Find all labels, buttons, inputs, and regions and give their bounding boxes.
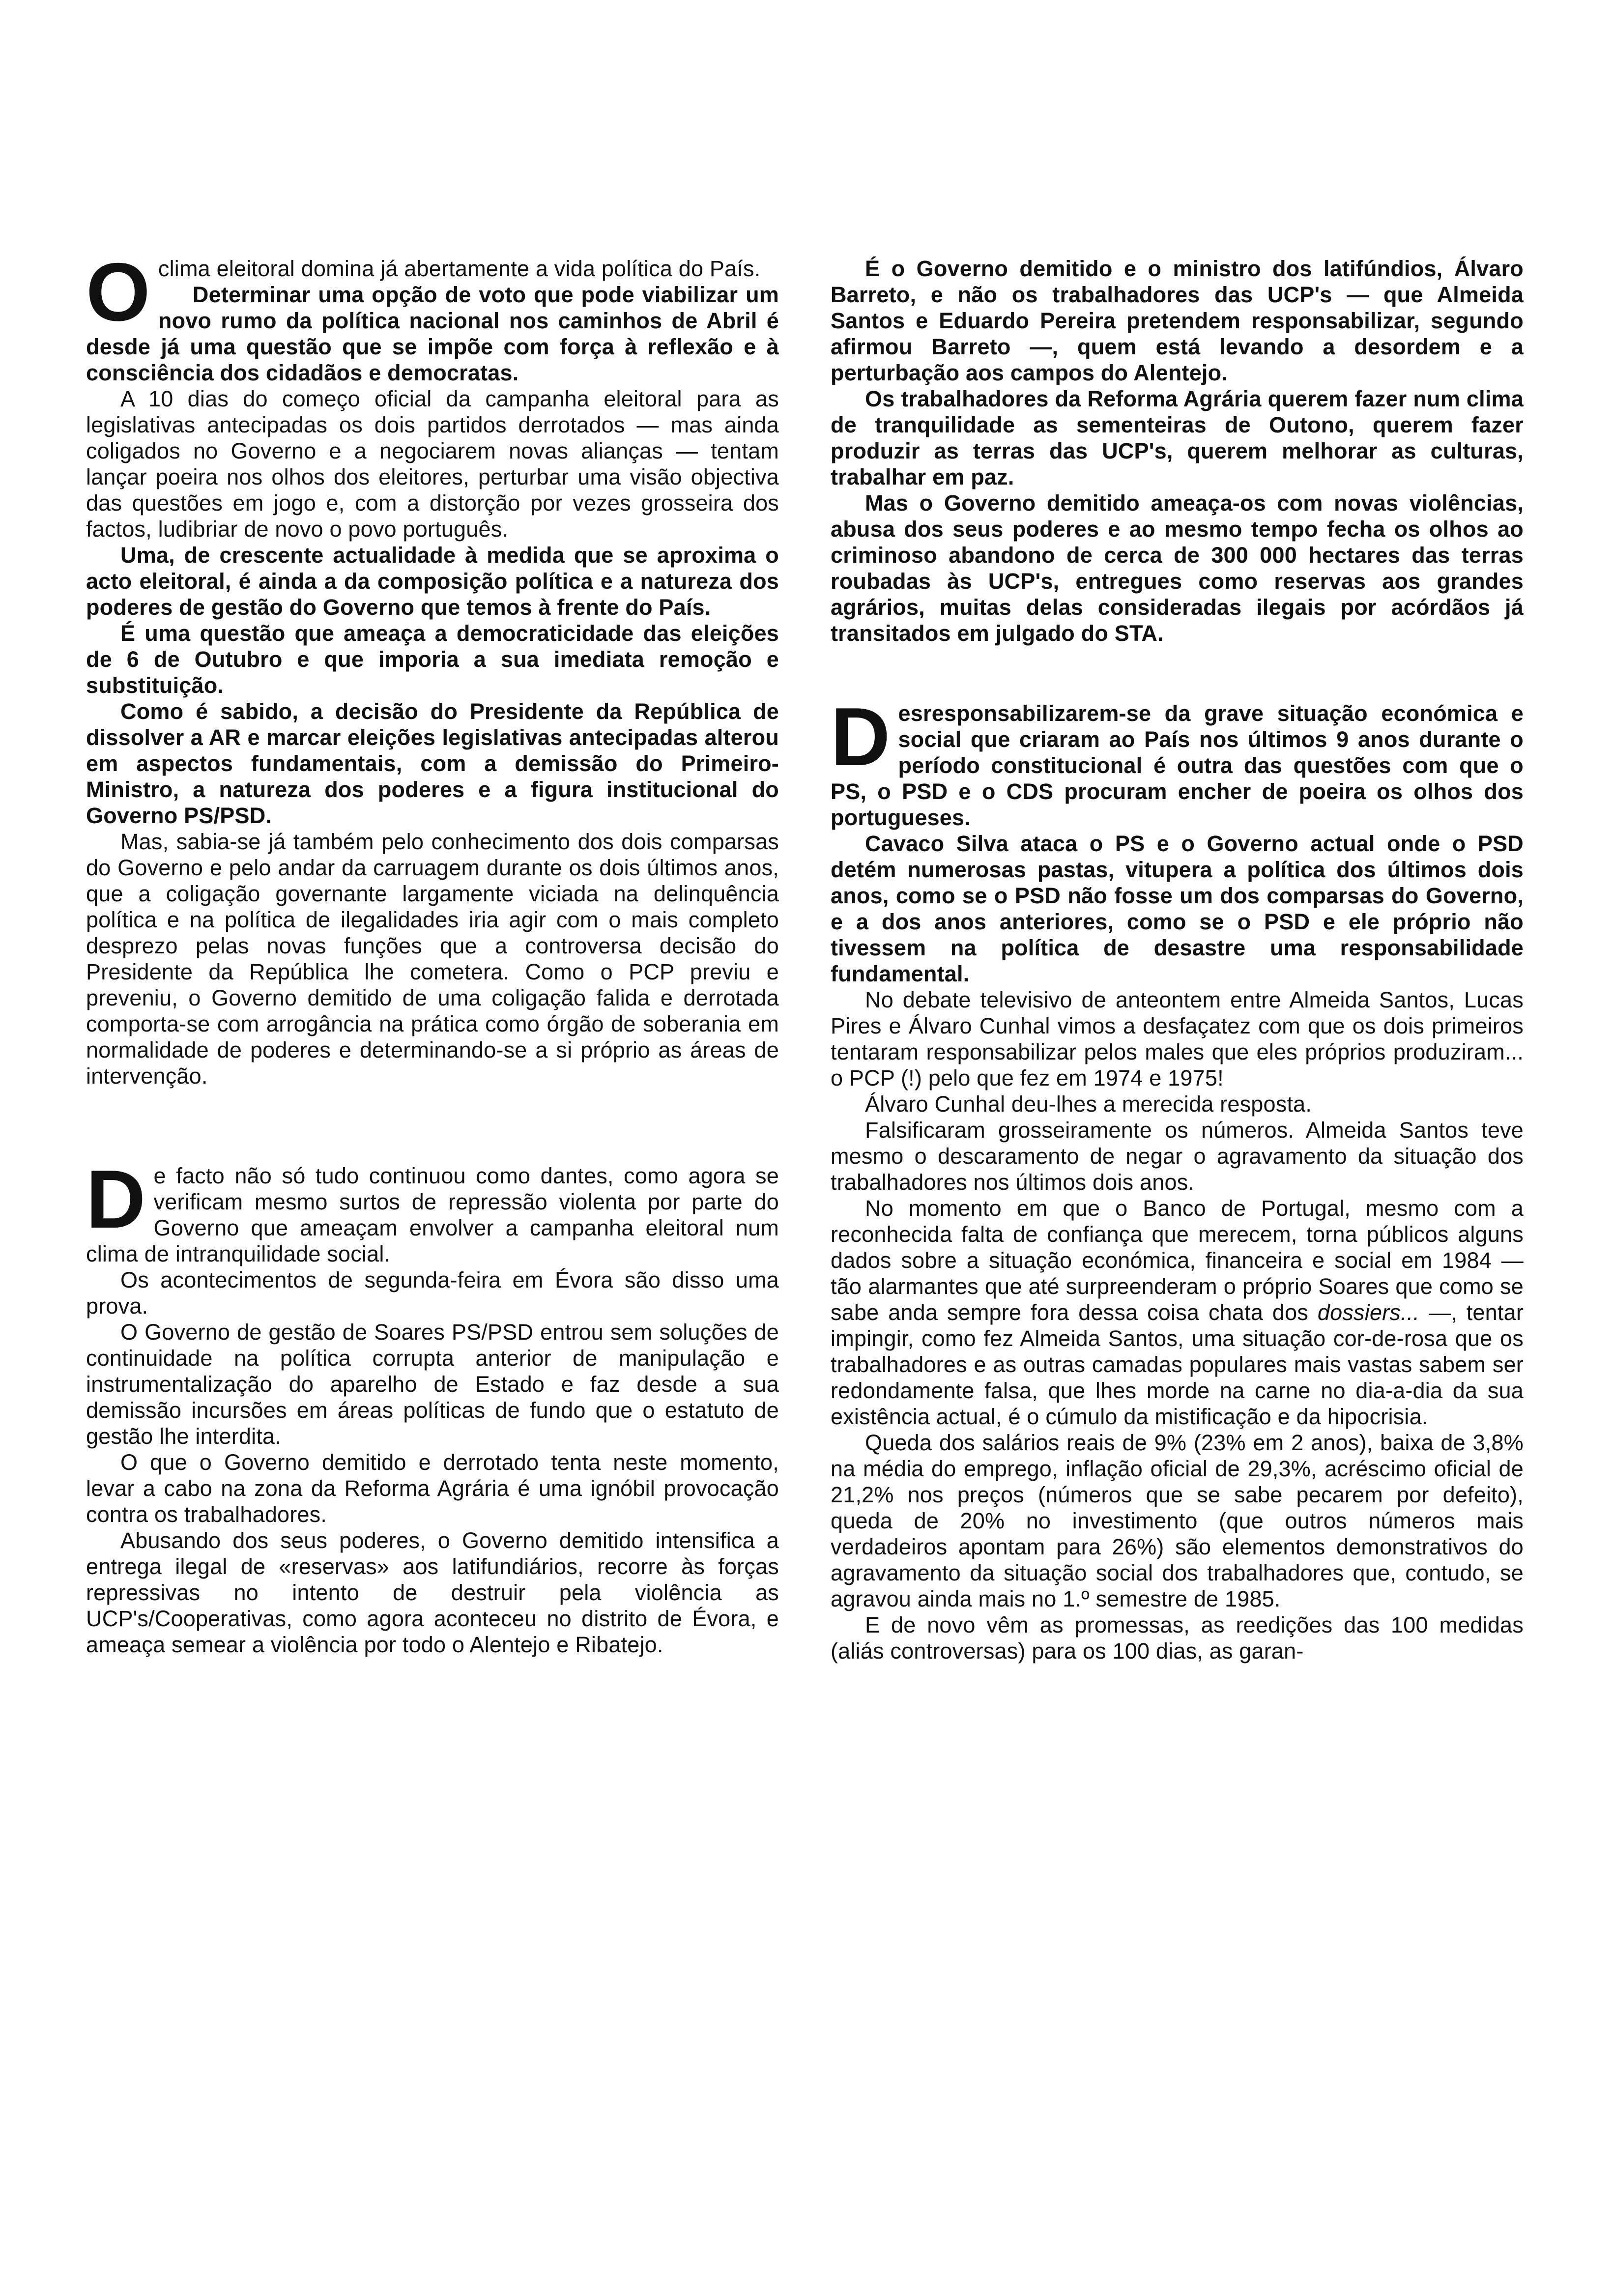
paragraph-emphasis: dossiers...	[1317, 1300, 1420, 1325]
section-gap	[831, 646, 1524, 700]
right-column	[831, 256, 1524, 1664]
paragraph: Como é sabido, a decisão do Presidente da República de dissolver a AR e marcar eleições legislativas antecipadas alterou em aspectos fundamentais, com a demissão do Primeiro-Ministro, a natureza dos poderes e a figura institucional do Governo PS/PSD.	[86, 699, 779, 828]
paragraph-text: esresponsabilizarem-se da grave situação económica e social que criaram ao País nos últimos 9 anos durante o período constitucional é outra das questões com que o PS, o PSD e o CDS procuram encher de poeira os olhos dos portugueses.	[831, 701, 1524, 830]
paragraph	[86, 1153, 779, 1267]
paragraph-text: —, tentar impingir, como fez Almeida Santos, uma situação cor-de-rosa que os trabalhadores e as outras camadas populares mais vastas sabem ser redondamente falsa, que lhes morde na carne no dia-a-dia da sua existência actual, é o cúmulo da mistificação e da hipocrisia.	[831, 1300, 1524, 1429]
paragraph: Falsificaram grosseiramente os números. Almeida Santos teve mesmo o descaramento de negar o agravamento da situação dos trabalhadores nos últimos dois anos.	[831, 1118, 1524, 1195]
paragraph: Abusando dos seus poderes, o Governo demitido intensifica a entrega ilegal de «reservas» aos latifundiários, recorre às forças repressivas no intento de destruir pela violência as UCP's/Cooperativas, como agora aconteceu no distrito de Évora, e ameaça semear a violência por todo o Alentejo e Ribatejo.	[86, 1528, 779, 1657]
paragraph-text: No momento em que o Banco de Portugal, mesmo com a reconhecida falta de confiança que merecem, torna públicos alguns dados sobre a situação económica, financeira e social em 1984 — tão alarmantes que até surpreenderam o próprio Soares que como se sabe anda sempre fora dessa coisa chata dos	[831, 1196, 1524, 1325]
paragraph: Determinar uma opção de voto que pode viabilizar um novo rumo da política nacional nos caminhos de Abril é desde já uma questão que se impõe com força à reflexão e à consciência dos cidadãos e democratas.	[86, 282, 779, 385]
drop-cap: D	[86, 1153, 146, 1245]
paragraph	[831, 690, 1524, 831]
section-gap	[86, 1089, 779, 1163]
drop-cap: D	[831, 690, 891, 783]
paragraph: Os acontecimentos de segunda-feira em Évora são disso uma prova.	[86, 1267, 779, 1319]
paragraph: O Governo de gestão de Soares PS/PSD entrou sem soluções de continuidade na política corrupta anterior de manipulação e instrumentalização do aparelho de Estado e faz desde a sua demissão incursões em áreas políticas de fundo que o estatuto de gestão lhe interdita.	[86, 1320, 779, 1449]
paragraph: No debate televisivo de anteontem entre Almeida Santos, Lucas Pires e Álvaro Cunhal vimos a desfaçatez com que os dois primeiros tentaram responsabilizar pelos males que eles próprios produziram... o PCP (!) pelo que fez em 1974 e 1975!	[831, 987, 1524, 1091]
drop-cap: O	[86, 246, 150, 338]
paragraph: Cavaco Silva ataca o PS e o Governo actual onde o PSD detém numerosas pastas, vitupera a política dos últimos dois anos, como se o PSD não fosse um dos comparsas do Governo, e a dos anos anteriores, como se o PSD e ele próprio não tivessem na política de desastre uma responsabilidade fundamental.	[831, 831, 1524, 986]
paragraph: Queda dos salários reais de 9% (23% em 2 anos), baixa de 3,8% na média do emprego, inflação oficial de 29,3%, acréscimo oficial de 21,2% nos preços (números que se sabe pecarem por defeito), queda de 20% no investimento (que outros números mais verdadeiros apontam para 26%) são elementos demonstrativos do agravamento da situação social dos trabalhadores que, contudo, se agravou ainda mais no 1.º semestre de 1985.	[831, 1430, 1524, 1611]
left-article-part-2	[86, 1153, 779, 1658]
paragraph: Uma, de crescente actualidade à medida que se aproxima o acto eleitoral, é ainda a da composição política e a natureza dos poderes de gestão do Governo que temos à frente do País.	[86, 543, 779, 620]
paragraph-text: clima eleitoral domina já abertamente a vida política do País.	[158, 256, 761, 281]
paragraph: É o Governo demitido e o ministro dos latifúndios, Álvaro Barreto, e não os trabalhadores das UCP's — que Almeida Santos e Eduardo Pereira pretendem responsabilizar, segundo afirmou Barreto —, quem está levando a desordem e a perturbação aos campos do Alentejo.	[831, 256, 1524, 385]
paragraph: O que o Governo demitido e derrotado tenta neste momento, levar a cabo na zona da Reforma Agrária é uma ignóbil provocação contra os trabalhadores.	[86, 1450, 779, 1527]
right-article-part-1	[831, 256, 1524, 646]
paragraph: Álvaro Cunhal deu-lhes a merecida resposta.	[865, 1091, 1312, 1117]
left-column	[86, 246, 779, 1658]
paragraph	[831, 1195, 1524, 1430]
right-article-part-2	[831, 690, 1524, 1664]
paragraph: E de novo vêm as promessas, as reedições das 100 medidas (aliás controversas) para os 100 dias, as garan-	[831, 1612, 1524, 1664]
left-article-part-1	[86, 246, 779, 1089]
paragraph: Os trabalhadores da Reforma Agrária querem fazer num clima de tranquilidade as sementeiras de Outono, querem fazer produzir as terras das UCP's, querem melhorar as culturas, trabalhar em paz.	[831, 386, 1524, 489]
paragraph: A 10 dias do começo oficial da campanha eleitoral para as legislativas antecipadas os dois partidos derrotados — mas ainda coligados no Governo e a negociarem novas alianças — tentam lançar poeira nos olhos dos eleitores, perturbar uma visão objectiva das questões em jogo e, com a distorção por vezes grosseira dos factos, ludibriar de novo o povo português.	[86, 386, 779, 542]
paragraph: Mas, sabia-se já também pelo conhecimento dos dois comparsas do Governo e pelo andar da carruagem durante os dois últimos anos, que a coligação governante largamente viciada na delinquência política e na política de ilegalidades iria agir com o mais completo desprezo pelas novas funções que a controversa decisão do Presidente da República lhe cometera. Como o PCP previu e preveniu, o Governo demitido de uma coligação falida e derrotada comporta-se com arrogância na prática como órgão de soberania em normalidade de poderes e determinando-se a si próprio as áreas de intervenção.	[86, 829, 779, 1089]
paragraph-text: e facto não só tudo continuou como dantes, como agora se verificam mesmo surtos de repressão violenta por parte do Governo que ameaçam envolver a campanha eleitoral num clima de intranquilidade social.	[86, 1163, 779, 1266]
paragraph: Mas o Governo demitido ameaça-os com novas violências, abusa dos seus poderes e ao mesmo tempo fecha os olhos ao criminoso abandono de cerca de 300 000 hectares das terras roubadas às UCP's, entregues como reservas aos grandes agrários, muitas delas consideradas ilegais por acórdãos já transitados em julgado do STA.	[831, 490, 1524, 646]
paragraph: É uma questão que ameaça a democraticidade das eleições de 6 de Outubro e que imporia a sua imediata remoção e substituição.	[86, 621, 779, 698]
